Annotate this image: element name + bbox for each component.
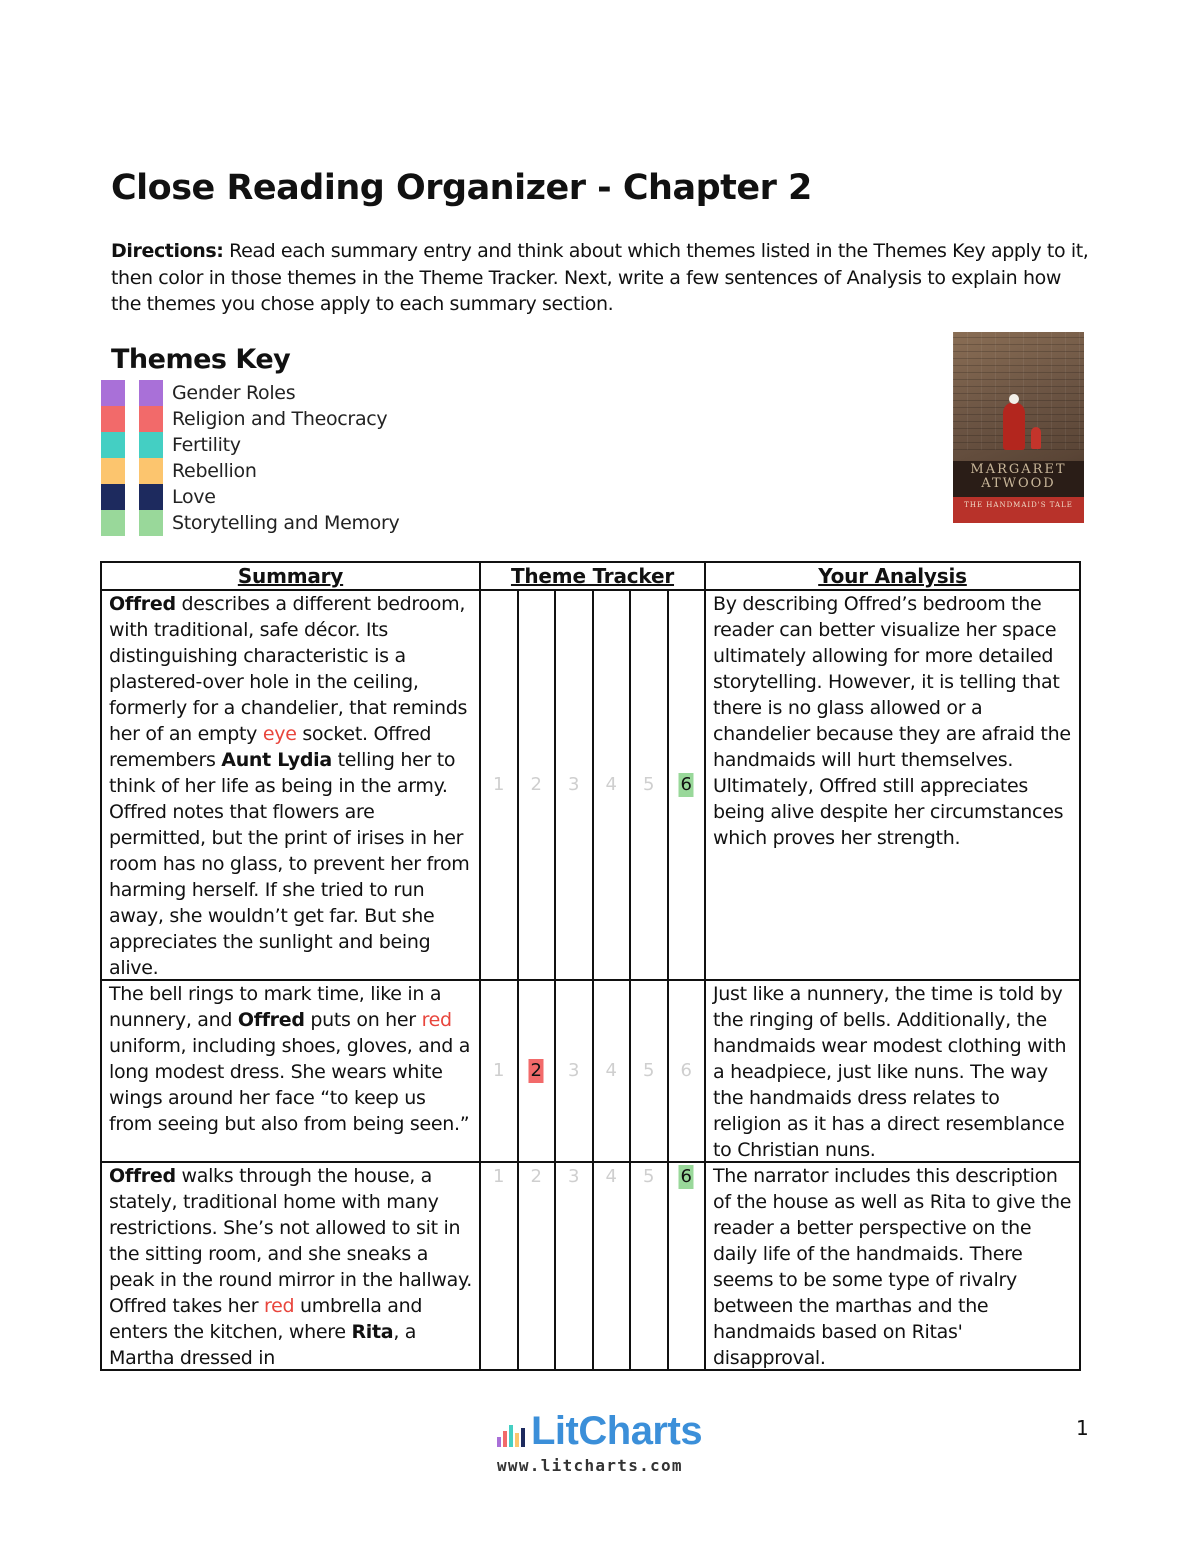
theme-color-swatch xyxy=(139,458,163,484)
analysis-text: Just like a nunnery, the time is told by the ringing of bells. Additionally, the handmaids wear modest clothing with a headpiece, just like nuns. The way the handmaids dress relates to religion as it has a direct resemblance to Christian nuns. xyxy=(713,983,1067,1161)
theme-label: Religion and Theocracy xyxy=(172,408,388,430)
theme-tracker-box[interactable] xyxy=(481,1163,519,1369)
close-reading-table xyxy=(100,561,1081,1371)
theme-color-swatch xyxy=(101,510,125,536)
table-row xyxy=(101,980,1080,1162)
theme-tracker-box[interactable] xyxy=(556,591,594,979)
character-name: Offred xyxy=(237,1009,305,1031)
theme-tracker-box[interactable] xyxy=(669,981,705,1161)
directions-label: Directions: xyxy=(111,240,224,262)
theme-tracker-box[interactable] xyxy=(631,591,669,979)
theme-tracker-number: 3 xyxy=(568,1060,580,1081)
theme-tracker-number: 2 xyxy=(530,1166,542,1187)
symbol-word: eye xyxy=(262,723,297,745)
logo-url: www.litcharts.com xyxy=(497,1456,683,1475)
theme-label: Storytelling and Memory xyxy=(172,512,400,534)
theme-tracker-number: 3 xyxy=(568,1166,580,1187)
table-row xyxy=(101,1162,1080,1370)
summary-text: telling her to think of her life as being in the army. Offred notes that flowers are permitted, but the print of irises in her room has no glass, to prevent her from harming herself. If she tried to run away, she wouldn’t get far. But she appreciates the sunlight and being alive. xyxy=(109,749,470,979)
theme-tracker-box[interactable] xyxy=(669,1163,705,1369)
theme-color-swatch xyxy=(101,484,125,510)
logo-bar xyxy=(515,1433,519,1447)
character-name: Offred xyxy=(109,1165,176,1187)
analysis-cell[interactable] xyxy=(705,980,1080,1162)
cover-book-title: THE HANDMAID'S TALE xyxy=(953,497,1084,523)
logo-name: LitCharts xyxy=(531,1409,703,1453)
theme-color-swatch xyxy=(101,380,125,406)
theme-color-swatch xyxy=(139,432,163,458)
cover-author: MARGARET ATWOOD xyxy=(970,462,1067,491)
theme-tracker-header: Theme Tracker xyxy=(480,562,705,590)
theme-tracker-number: 3 xyxy=(568,774,580,795)
analysis-cell[interactable] xyxy=(705,1162,1080,1370)
summary-text: umbrella and enters the kitchen, where xyxy=(109,1295,423,1343)
summary-cell xyxy=(101,1162,480,1370)
theme-tracker-box[interactable] xyxy=(519,981,557,1161)
logo-bar xyxy=(497,1437,501,1447)
theme-tracker-number: 4 xyxy=(605,1166,617,1187)
book-cover-image xyxy=(953,332,1084,523)
directions xyxy=(111,238,1091,318)
theme-color-swatch xyxy=(101,406,125,432)
theme-tracker-box[interactable] xyxy=(631,1163,669,1369)
table-header-row xyxy=(101,562,1080,590)
character-name: Rita xyxy=(351,1321,394,1343)
summary-cell xyxy=(101,590,480,980)
analysis-cell[interactable] xyxy=(705,590,1080,980)
symbol-word: red xyxy=(421,1009,452,1031)
logo-bar xyxy=(509,1425,513,1447)
summary-text: The bell rings to mark time, like in a nunnery, and xyxy=(109,983,442,1031)
summary-text: describes a different bedroom, with traditional, safe décor. Its distinguishing characteristic is a plastered-over hole in the ceiling, formerly for a chandelier, that reminds her of an empty xyxy=(109,593,468,745)
theme-tracker-cell xyxy=(480,590,705,980)
theme-tracker-box[interactable] xyxy=(669,591,705,979)
theme-color-swatch xyxy=(139,406,163,432)
theme-tracker-box[interactable] xyxy=(556,1163,594,1369)
theme-tracker-number: 2 xyxy=(530,774,542,795)
directions-text: Read each summary entry and think about which themes listed in the Themes Key apply to it, then color in those themes in the Theme Tracker. Next, write a few sentences of Analysis to explain how the themes you chose apply to each summary section. xyxy=(111,240,1089,315)
analysis-text: By describing Offred’s bedroom the reader can better visualize her space ultimately allowing for more detailed storytelling. However, it is telling that there is no glass allowed or a chandelier because they are afraid the handmaids will hurt themselves. Ultimately, Offred still appreciates being alive despite her circumstances which proves her strength. xyxy=(713,593,1071,849)
character-name: Aunt Lydia xyxy=(221,749,332,771)
theme-label: Fertility xyxy=(172,434,241,456)
summary-text: socket. Offred remembers xyxy=(109,723,432,771)
theme-color-swatch xyxy=(101,432,125,458)
table-row xyxy=(101,590,1080,980)
theme-tracker-number: 5 xyxy=(643,1166,655,1187)
logo-bars-icon xyxy=(497,1425,527,1447)
cover-handmaid-figure-small xyxy=(1031,427,1041,449)
theme-label: Gender Roles xyxy=(172,382,296,404)
theme-color-swatch xyxy=(139,510,163,536)
litcharts-logo xyxy=(497,1409,707,1479)
theme-tracker-box[interactable] xyxy=(481,591,519,979)
summary-text: walks through the house, a stately, traditional home with many restrictions. She’s not allowed to sit in the sitting room, and she sneaks a peak in the round mirror in the hallway. Offred takes her xyxy=(109,1165,472,1317)
analysis-text: The narrator includes this description of the house as well as Rita to give the reader a better perspective on the daily life of the handmaids. There seems to be some type of rivalry between the marthas and the handmaids based on Ritas' disapproval. xyxy=(713,1165,1072,1369)
summary-text: puts on her xyxy=(304,1009,422,1031)
theme-tracker-box[interactable] xyxy=(519,1163,557,1369)
theme-tracker-box[interactable] xyxy=(481,981,519,1161)
theme-tracker-number: 1 xyxy=(493,774,505,795)
page-title: Close Reading Organizer - Chapter 2 xyxy=(111,168,812,208)
character-name: Offred xyxy=(109,593,176,615)
theme-label: Rebellion xyxy=(172,460,257,482)
theme-tracker-number: 6 xyxy=(680,1166,692,1187)
page-number: 1 xyxy=(1076,1416,1089,1440)
theme-tracker-box[interactable] xyxy=(631,981,669,1161)
theme-tracker-number: 4 xyxy=(605,1060,617,1081)
summary-text: uniform, including shoes, gloves, and a long modest dress. She wears white wings around her face “to keep us from seeing but also from being seen.” xyxy=(109,1035,471,1135)
theme-tracker-number: 1 xyxy=(493,1166,505,1187)
summary-text: , a Martha dressed in xyxy=(109,1321,417,1369)
theme-label: Love xyxy=(172,486,216,508)
theme-tracker-number: 5 xyxy=(643,774,655,795)
theme-tracker-cell xyxy=(480,1162,705,1370)
theme-tracker-number: 1 xyxy=(493,1060,505,1081)
analysis-header: Your Analysis xyxy=(705,562,1080,590)
theme-tracker-box[interactable] xyxy=(519,591,557,979)
themes-key-heading: Themes Key xyxy=(111,344,291,375)
theme-color-swatch xyxy=(101,458,125,484)
cover-handmaid-figure xyxy=(1003,402,1025,450)
theme-tracker-box[interactable] xyxy=(594,1163,632,1369)
logo-bar xyxy=(503,1431,507,1447)
theme-tracker-number: 2 xyxy=(530,1060,542,1081)
theme-tracker-number: 5 xyxy=(643,1060,655,1081)
logo-bar xyxy=(521,1428,525,1447)
theme-tracker-number: 4 xyxy=(605,774,617,795)
theme-tracker-number: 6 xyxy=(680,774,692,795)
theme-tracker-cell xyxy=(480,980,705,1162)
theme-color-swatch xyxy=(139,484,163,510)
summary-header: Summary xyxy=(101,562,480,590)
summary-cell xyxy=(101,980,480,1162)
theme-color-swatch xyxy=(139,380,163,406)
theme-tracker-box[interactable] xyxy=(556,981,594,1161)
theme-tracker-box[interactable] xyxy=(594,591,632,979)
theme-tracker-number: 6 xyxy=(680,1060,692,1081)
symbol-word: red xyxy=(264,1295,295,1317)
theme-tracker-box[interactable] xyxy=(594,981,632,1161)
